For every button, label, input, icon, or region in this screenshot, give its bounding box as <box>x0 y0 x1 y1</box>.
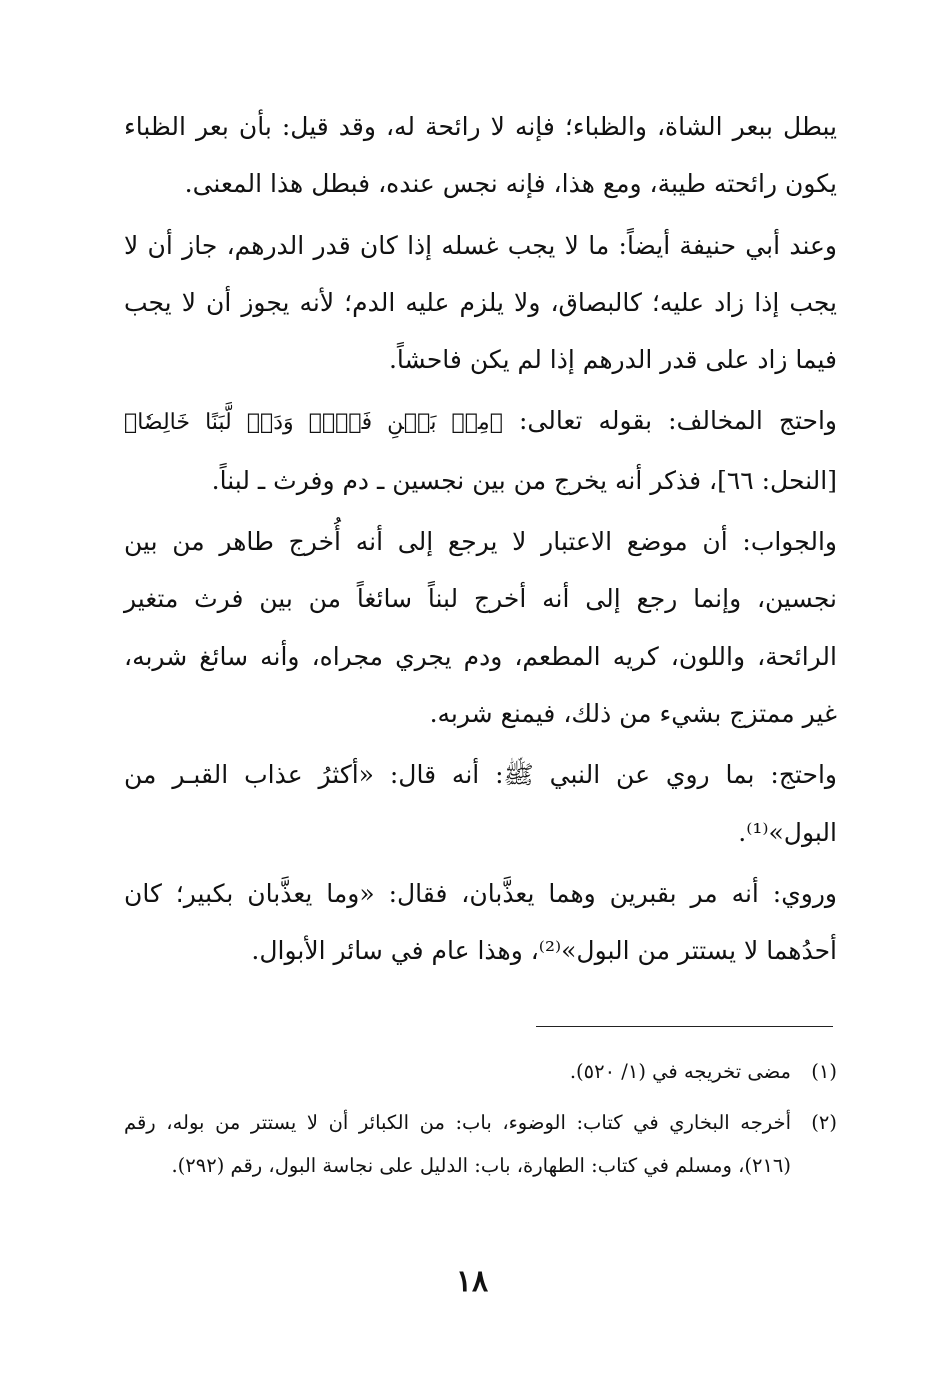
paragraph-2: وعند أبي حنيفة أيضاً: ما لا يجب غسله إذا كان قدر الدرهم، جاز أن لا يجب إذا زاد عليه؛ كالبصاق، ولا يلزم عليه الدم؛ لأنه يجوز أن لا يجب فيما زاد على قدر الدرهم إذا لم يكن فاحشاً. <box>124 230 837 375</box>
footnote-1 <box>124 1050 837 1093</box>
paragraph-3-intro: واحتج المخالف: بقوله تعالى: <box>502 406 837 436</box>
footnote-2 <box>124 1101 837 1187</box>
paragraph-1: يبطل ببعر الشاة، والظباء؛ فإنه لا رائحة له، وقد قيل: بأن بعر الظباء يكون رائحته طيبة، ومع هذا، فإنه نجس عنده، فبطل هذا المعنى. <box>124 112 837 199</box>
paragraph-3 <box>124 392 837 509</box>
footnotes <box>124 1050 837 1187</box>
page-number: ١٨ <box>455 1264 489 1299</box>
footnote-number: (١) <box>811 1060 837 1083</box>
main-text <box>124 98 837 979</box>
paragraph-4: والجواب: أن موضع الاعتبار لا يرجع إلى أنه أُخرج طاهر من بين نجسين، وإنما رجع إلى أنه أخرج لبناً سائغاً من بين فرث متغير الرائحة، واللون، كريه المطعم، ودم يجري مجراه، وأنه سائغ شربه، غير ممتزج بشيء من ذلك، فيمنع شربه. <box>124 527 837 728</box>
quran-verse: ﴿مِنۢ بَيۡنِ فَرۡثٖ وَدَمٖ لَّبَنًا خَالِصٗا﴾ <box>124 410 503 436</box>
paragraph-5: واحتج: بما روي عن النبي ﷺ: أنه قال: «أكثرُ عذاب القبـر من البول»⁽¹⁾. <box>124 760 837 847</box>
footnote-number: (٢) <box>811 1111 837 1134</box>
footnote-separator <box>536 1026 833 1027</box>
footnote-text: مضى تخريجه في (١/ ٥٢٠). <box>569 1060 791 1083</box>
footnote-text: أخرجه البخاري في كتاب: الوضوء، باب: من الكبائر أن لا يستتر من بوله، رقم (٢١٦)، ومسلم في كتاب: الطهارة، باب: الدليل على نجاسة البول، رقم (٢٩٢). <box>124 1111 791 1177</box>
paragraph-3-rest: [النحل: ٦٦]، فذكر أنه يخرج من بين نجسين ـ دم وفرث ـ لبناً. <box>211 465 837 495</box>
paragraph-6: وروي: أنه مر بقبرين وهما يعذَّبان، فقال: «وما يعذَّبان بكبير؛ كان أحدُهما لا يستتر من البول»⁽²⁾، وهذا عام في سائر الأبوال. <box>124 878 837 966</box>
